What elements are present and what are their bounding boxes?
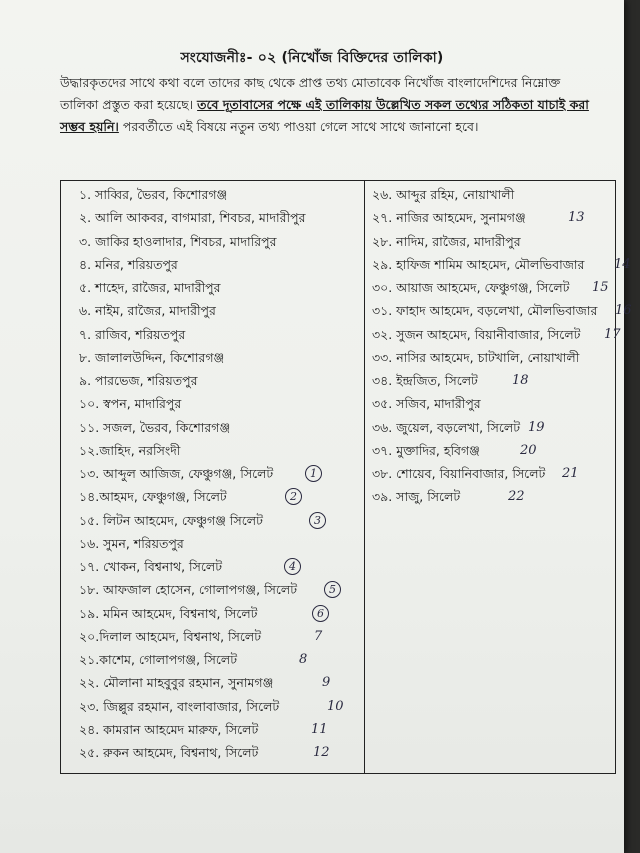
list-item — [79, 206, 359, 229]
list-item — [79, 648, 359, 671]
handwritten-number: 9 — [322, 675, 331, 691]
list-item — [372, 485, 612, 508]
list-item — [79, 695, 359, 718]
list-item — [79, 718, 359, 741]
list-item-text: ২. আলি আকবর, বাগমারা, শিবচর, মাদারীপুর — [79, 210, 306, 226]
list-item-text: ২০.দিলাল আহমেদ, বিশ্বনাথ, সিলেট — [79, 628, 262, 644]
list-item — [372, 299, 632, 322]
list-item-text: ৫. শাহেদ, রাজৈর, মাদারীপুর — [79, 280, 221, 295]
handwritten-number: 17 — [604, 326, 621, 342]
list-item — [79, 509, 359, 532]
list-item — [372, 323, 621, 346]
handwritten-number: 19 — [528, 419, 545, 435]
list-item — [372, 392, 612, 415]
list-item-text: ২৮. নাদিম, রাজৈর, মাদারীপুর — [372, 233, 521, 249]
list-item-text: ২৭. নাজির আহমেদ, সুনামগঞ্জ — [372, 210, 526, 226]
list-item — [372, 346, 612, 369]
list-item-text: ৩০. আয়াজ আহমেদ, ফেঞ্চুগঞ্জ, সিলেট — [372, 280, 570, 295]
list-item — [372, 369, 612, 392]
list-item — [372, 439, 612, 462]
handwritten-number: 20 — [520, 442, 537, 458]
handwritten-number: 14 — [614, 256, 631, 272]
handwritten-number: 11 — [311, 721, 328, 737]
list-item-text: ৬. নাইম, রাজৈর, মাদারীপুর — [79, 303, 216, 319]
list-item-text: ১৫. লিটন আহমেদ, ফেঞ্চুগঞ্জ সিলেট — [79, 512, 263, 528]
list-item-text: ৭. রাজিব, শরিয়তপুর — [79, 326, 186, 342]
column-divider — [364, 181, 365, 773]
list-item-text: ৩২. সুজন আহমেদ, বিয়ানীবাজার, সিলেট — [372, 326, 581, 342]
list-item-text: ২৪. কামরান আহমেদ মারুফ, সিলেট — [79, 721, 259, 737]
list-item — [79, 439, 359, 462]
list-item — [79, 578, 359, 601]
list-item-text: ১৯. মমিন আহমেদ, বিশ্বনাথ, সিলেট — [79, 605, 258, 621]
list-item — [79, 532, 359, 555]
list-item — [372, 230, 612, 253]
list-item-text: ১৭. খোকন, বিশ্বনাথ, সিলেট — [79, 559, 223, 574]
list-item — [372, 276, 612, 299]
handwritten-number: 13 — [568, 210, 585, 226]
handwritten-number: 10 — [327, 698, 344, 714]
list-item — [79, 462, 359, 485]
list-item — [372, 462, 612, 485]
list-item — [79, 485, 359, 508]
document-title: সংযোজনীঃ- ০২ (নিখোঁজ বিক্তিদের তালিকা) — [180, 50, 444, 66]
list-item-text: ১২.জাহিদ, নরসিংদী — [79, 442, 181, 458]
list-item — [79, 625, 359, 648]
list-item-text: ১৮. আফজাল হোসেন, গোলাপগঞ্জ, সিলেট — [79, 582, 298, 598]
list-item-text: ৩৮. শোয়েব, বিয়ানিবাজার, সিলেট — [372, 466, 546, 481]
list-item — [79, 346, 359, 369]
handwritten-number: 15 — [592, 280, 609, 295]
intro-underlined-text: তবে দূতাবাসের পক্ষে এই তালিকায় উল্লেখিত সকল তথ্যের সঠিকতা যাচাই করা সম্ভব হয়নি। — [60, 97, 589, 134]
list-item — [372, 416, 612, 439]
list-item-text: ২৬. আব্দুর রহিম, নোয়াখালী — [372, 187, 515, 202]
handwritten-number: 12 — [313, 745, 330, 760]
list-item-text: ২৩. জিল্লুর রহমান, বাংলাবাজার, সিলেট — [79, 698, 280, 714]
missing-persons-table — [60, 180, 632, 774]
list-item-text: ৩৩. নাসির আহমেদ, চাটখালি, নোয়াখালী — [372, 349, 580, 365]
handwritten-number: 6 — [312, 605, 329, 622]
handwritten-number: 8 — [299, 652, 308, 667]
list-item-text: ৪. মনির, শরিয়তপুর — [79, 256, 178, 272]
handwritten-number: 2 — [285, 488, 302, 505]
list-item — [372, 183, 612, 206]
list-item-text: ৩১. ফাহাদ আহমেদ, বড়লেখা, মৌলভিবাজার — [372, 303, 598, 319]
list-item — [79, 276, 359, 299]
list-item-text: ৩৭. মুক্তাদির, হবিগঞ্জ — [372, 442, 480, 458]
handwritten-number: 21 — [562, 466, 579, 481]
list-item-text: ১৬. সুমন, শরিয়তপুর — [79, 535, 184, 551]
list-item-text: ২১.কাশেম, গোলাপগঞ্জ, সিলেট — [79, 652, 238, 667]
list-item-text: ৮. জালালউদ্দিন, কিশোরগঞ্জ — [79, 349, 225, 365]
list-item-text: ২২. মৌলানা মাহবুবুর রহমান, সুনামগঞ্জ — [79, 675, 274, 691]
handwritten-number: 4 — [284, 558, 301, 575]
list-item — [372, 253, 631, 276]
list-item — [79, 253, 359, 276]
handwritten-number: 5 — [324, 581, 341, 598]
intro-paragraph — [60, 72, 600, 138]
intro-text: উদ্ধারকৃতদের সাথে কথা বলে তাদের কাছ থেকে প্রাপ্ত তথ্য মোতাবেক নিখোঁজ বাংলাদেশিদের নিম্নোক্ত তালিকা প্রস্তুত করা হয়েছে। — [60, 75, 561, 112]
list-item-text: ৩৫. সজিব, মাদারীপুর — [372, 396, 481, 412]
list-item — [79, 555, 359, 578]
list-item-text: ৯. পারভেজ, শরিয়তপুর — [79, 373, 198, 388]
list-item-text: ১০. স্বপন, মাদারিপুর — [79, 396, 182, 412]
handwritten-number: 22 — [508, 489, 525, 505]
list-item-text: ১৩. আব্দুল আজিজ, ফেঞ্চুগঞ্জ, সিলেট — [79, 466, 274, 481]
right-column — [372, 183, 632, 509]
list-item-text: ১৪.আহমদ, ফেঞ্চুগঞ্জ, সিলেট — [79, 489, 227, 505]
handwritten-number: 7 — [314, 628, 323, 644]
left-column — [79, 183, 359, 764]
list-item — [79, 230, 359, 253]
list-item — [79, 671, 359, 694]
handwritten-number: 16 — [615, 303, 632, 319]
list-item-text: ৩৬. জুয়েল, বড়লেখা, সিলেট — [372, 419, 521, 435]
list-item-text: ১১. সজল, ভৈরব, কিশোরগঞ্জ — [79, 419, 231, 435]
handwritten-number: 3 — [309, 512, 326, 529]
intro-tail-text: পরবর্তীতে এই বিষয়ে নতুন তথ্য পাওয়া গেলে সাথে সাথে জানানো হবে। — [118, 119, 479, 134]
list-item — [79, 602, 359, 625]
list-item-text: ৩৪. ইন্দ্রজিত, সিলেট — [372, 373, 478, 388]
list-item-text: ১. সাব্বির, ভৈরব, কিশোরগঞ্জ — [79, 187, 228, 202]
list-item — [372, 206, 612, 229]
handwritten-number: 18 — [512, 373, 529, 388]
list-item — [79, 416, 359, 439]
list-item-text: ৩. জাকির হাওলাদার, শিবচর, মাদারিপুর — [79, 233, 277, 249]
handwritten-number: 1 — [305, 465, 322, 482]
list-item-text: ৩৯. সাজু, সিলেট — [372, 489, 461, 505]
list-item — [79, 299, 359, 322]
list-item — [79, 392, 359, 415]
list-item-text: ২৯. হাফিজ শামিম আহমেদ, মৌলভিবাজার — [372, 256, 585, 272]
list-item — [79, 369, 359, 392]
list-item-text: ২৫. রুকন আহমেদ, বিশ্বনাথ, সিলেট — [79, 745, 259, 760]
list-item — [79, 741, 359, 764]
list-item — [79, 323, 359, 346]
list-item — [79, 183, 359, 206]
